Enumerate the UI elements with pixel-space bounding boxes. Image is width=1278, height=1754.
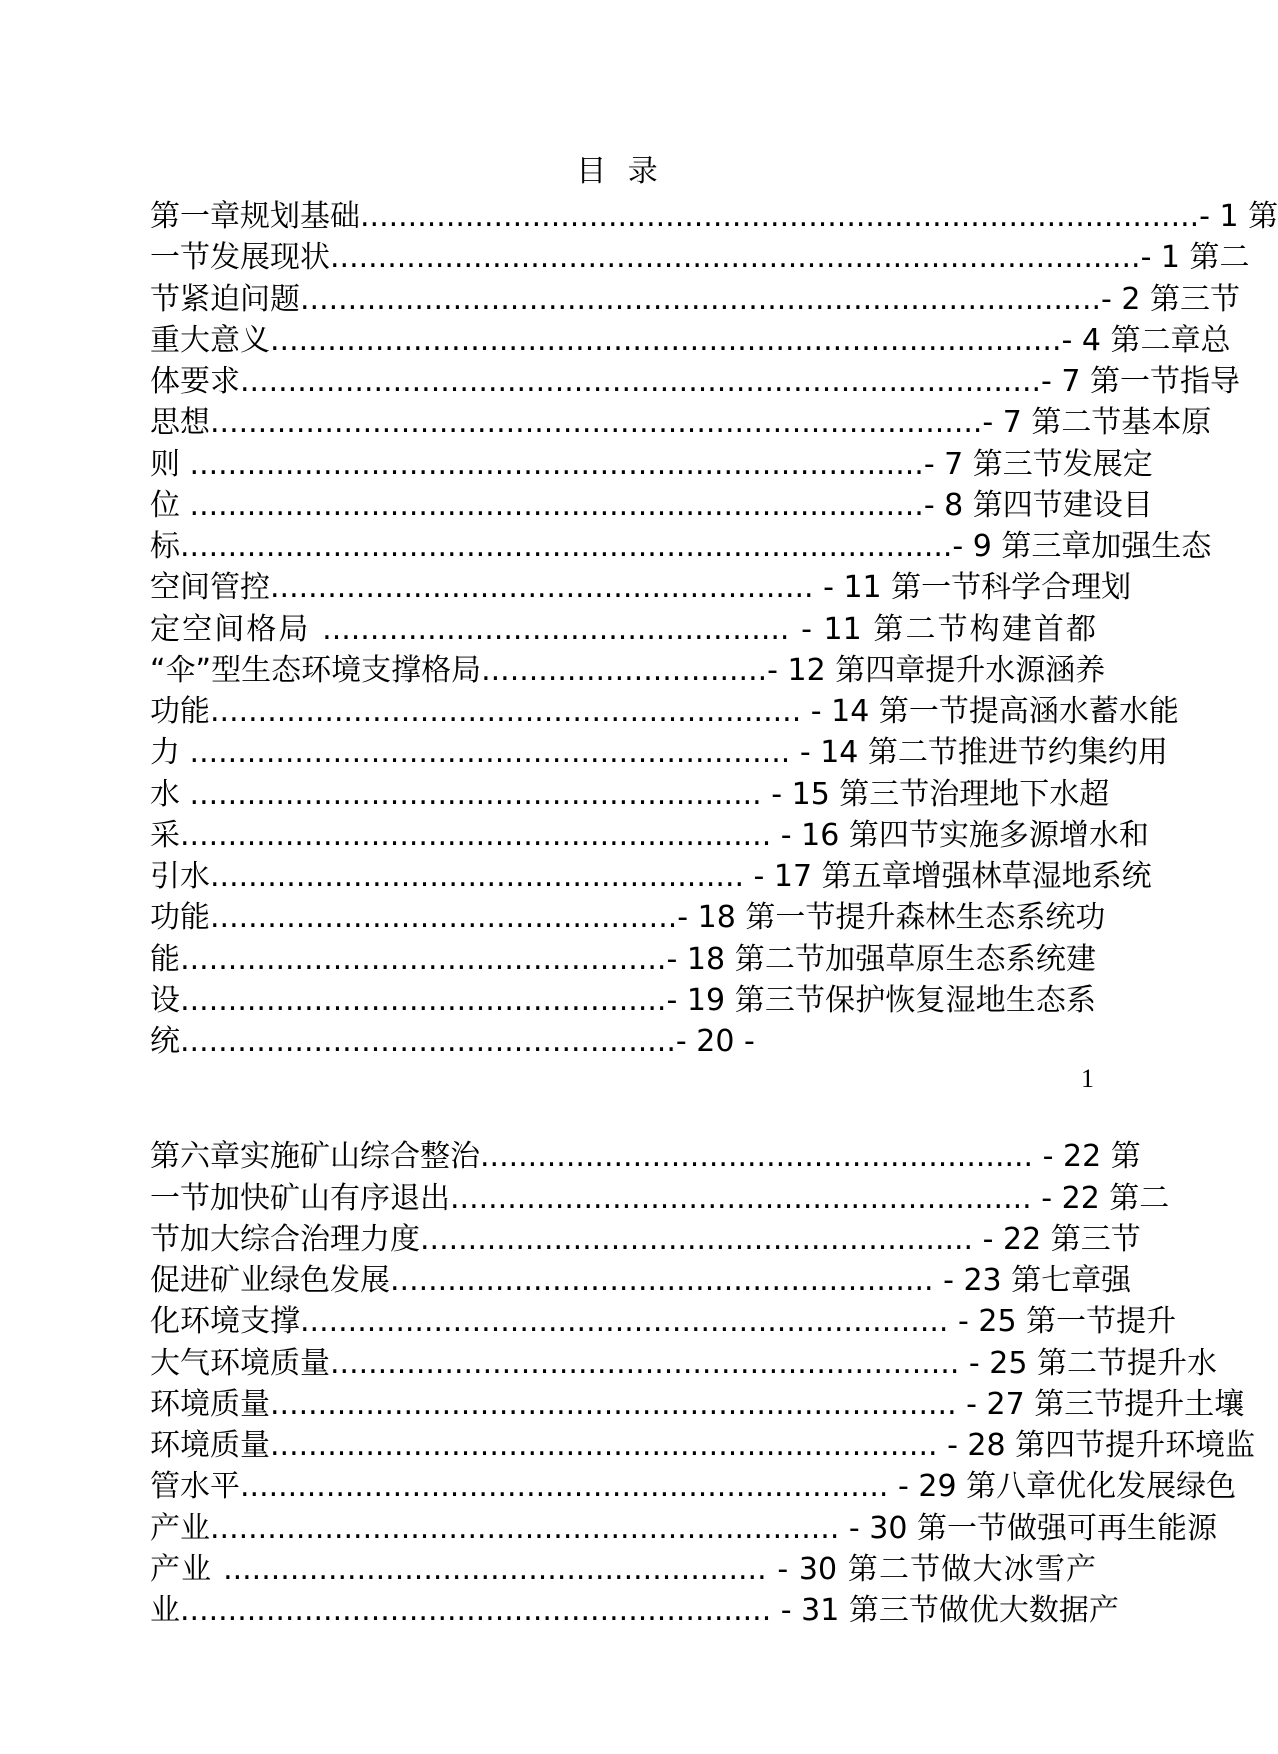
toc-line[interactable]: 第六章实施矿山综合整治.......................................................... - 22 第 — [150, 1139, 1141, 1174]
toc-line[interactable]: 标.................................................................................- 9 第三章加强生态 — [150, 529, 1212, 564]
toc-line[interactable]: 采.............................................................. - 16 第四节实施多源增水和 — [150, 818, 1149, 853]
toc-line[interactable]: 环境质量...................................................................... - 28 第四节提升环境监 — [150, 1428, 1256, 1463]
toc-line[interactable]: 统....................................................- 20 - — [150, 1024, 755, 1059]
toc-line[interactable]: 促进矿业绿色发展......................................................... - 23 第七章强 — [150, 1263, 1132, 1298]
toc-line[interactable]: 一节加快矿山有序退出............................................................. - 22 第二 — [150, 1181, 1170, 1216]
toc-line[interactable]: 位 .............................................................................- 8 第四节建设目 — [150, 488, 1153, 523]
toc-line[interactable]: 则 .............................................................................- 7 第三节发展定 — [150, 447, 1153, 482]
toc-line[interactable]: 思想.................................................................................- 7 第二节基本原 — [150, 405, 1212, 440]
toc-line[interactable]: 化环境支撑.................................................................... - 25 第一节提升 — [150, 1304, 1177, 1339]
toc-line[interactable]: 业.............................................................. - 31 第三节做优大数据产 — [150, 1593, 1119, 1628]
toc-line[interactable]: 管水平.................................................................... - 29 第八章优化发展绿色 — [150, 1469, 1237, 1504]
page-number: 1 — [1081, 1064, 1094, 1093]
toc-line[interactable]: 产业 ......................................................... - 30 第二节做大冰雪产 — [150, 1552, 1096, 1587]
toc-line[interactable]: 第一章规划基础........................................................................................- 1 第 — [150, 199, 1278, 234]
toc-line[interactable]: 水 ............................................................ - 15 第三节治理地下水超 — [150, 777, 1110, 812]
toc-line[interactable]: 体要求....................................................................................- 7 第一节指导 — [150, 364, 1241, 399]
toc-line[interactable]: 大气环境质量.................................................................. - 25 第二节提升水 — [150, 1346, 1217, 1381]
toc-line[interactable]: 节紧迫问题....................................................................................- 2 第三节 — [150, 282, 1241, 317]
toc-line[interactable]: 能...................................................- 18 第二节加强草原生态系统建 — [150, 942, 1096, 977]
toc-line[interactable]: 环境质量........................................................................ - 27 第三节提升土壤 — [150, 1387, 1245, 1422]
toc-line[interactable]: “伞”型生态环境支撑格局..............................- 12 第四章提升水源涵养 — [150, 653, 1106, 688]
toc-line[interactable]: 设...................................................- 19 第三节保护恢复湿地生态系 — [150, 983, 1096, 1018]
toc-line[interactable]: 功能.................................................- 18 第一节提升森林生态系统功 — [150, 900, 1106, 935]
toc-line[interactable]: 定空间格局 ................................................. - 11 第二节构建首都 — [150, 612, 1096, 647]
toc-line[interactable]: 空间管控......................................................... - 11 第一节科学合理划 — [150, 570, 1132, 605]
toc-title: 目 录 — [576, 154, 664, 189]
toc-line[interactable]: 引水........................................................ - 17 第五章增强林草湿地系统 — [150, 859, 1152, 894]
toc-line[interactable]: 重大意义...................................................................................- 4 第二章总 — [150, 323, 1231, 358]
toc-line[interactable]: 产业.................................................................. - 30 第一节做强可再生能源 — [150, 1511, 1217, 1546]
toc-line[interactable]: 一节发展现状.....................................................................................- 1 第二 — [150, 240, 1250, 275]
toc-line[interactable]: 力 ............................................................... - 14 第二节推进节约集约用 — [150, 735, 1168, 770]
toc-line[interactable]: 功能.............................................................. - 14 第一节提高涵水蓄水能 — [150, 694, 1179, 729]
toc-line[interactable]: 节加大综合治理力度.......................................................... - 22 第三节 — [150, 1222, 1141, 1257]
